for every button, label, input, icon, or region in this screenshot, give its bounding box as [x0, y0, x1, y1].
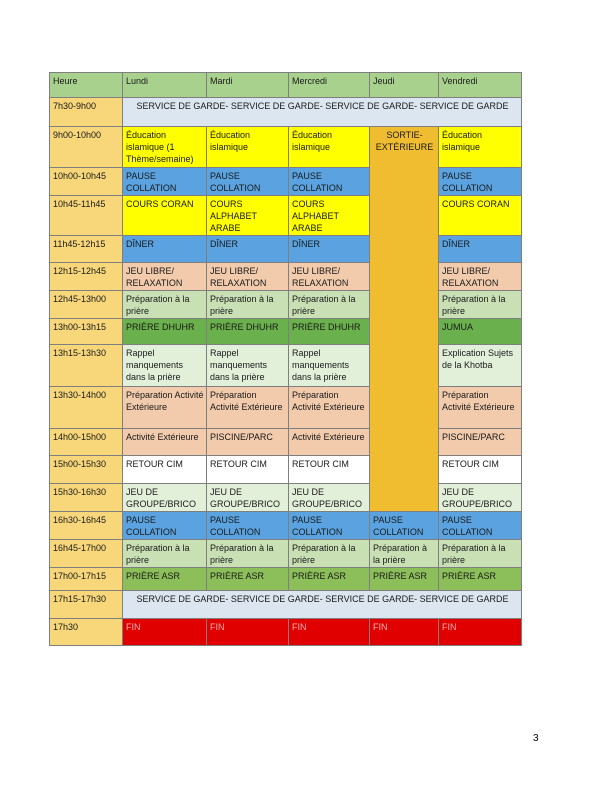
cell-mercredi: RETOUR CIM — [289, 456, 370, 484]
time-cell: 7h30-9h00 — [50, 98, 123, 127]
cell-mercredi: FIN — [289, 619, 370, 646]
cell-mercredi: Préparation Activité Extérieure — [289, 387, 370, 429]
table-row — [50, 591, 522, 619]
cell-lundi: Éducation islamique (1 Thème/semaine) — [123, 127, 207, 168]
table-row — [50, 540, 522, 568]
time-cell: 10h45-11h45 — [50, 196, 123, 236]
table-row — [50, 319, 522, 345]
table-row — [50, 168, 522, 196]
cell-lundi: PAUSE COLLATION — [123, 512, 207, 540]
cell-mardi: RETOUR CIM — [207, 456, 289, 484]
cell-mardi: Préparation Activité Extérieure — [207, 387, 289, 429]
cell-mercredi: PAUSE COLLATION — [289, 168, 370, 196]
table-row — [50, 263, 522, 291]
cell-mercredi: Préparation à la prière — [289, 291, 370, 319]
cell-vendredi: Préparation à la prière — [439, 540, 522, 568]
service-de-garde-cell: SERVICE DE GARDE- SERVICE DE GARDE- SERVICE DE GARDE- SERVICE DE GARDE — [123, 591, 522, 619]
cell-mardi: Préparation à la prière — [207, 540, 289, 568]
header-row — [50, 73, 522, 98]
cell-vendredi: RETOUR CIM — [439, 456, 522, 484]
cell-mardi: FIN — [207, 619, 289, 646]
cell-vendredi: PRIÈRE ASR — [439, 568, 522, 591]
cell-lundi: JEU DE GROUPE/BRICO — [123, 484, 207, 512]
table-row — [50, 429, 522, 456]
cell-mercredi: JEU LIBRE/ RELAXATION — [289, 263, 370, 291]
cell-mardi: PAUSE COLLATION — [207, 512, 289, 540]
cell-lundi: Préparation à la prière — [123, 540, 207, 568]
cell-mercredi: Préparation à la prière — [289, 540, 370, 568]
cell-jeudi: PAUSE COLLATION — [370, 512, 439, 540]
table-row — [50, 345, 522, 387]
table-row — [50, 512, 522, 540]
cell-vendredi: COURS CORAN — [439, 196, 522, 236]
cell-mercredi: PRIÈRE ASR — [289, 568, 370, 591]
cell-vendredi: JUMUA — [439, 319, 522, 345]
cell-vendredi: Préparation à la prière — [439, 291, 522, 319]
page-number: 3 — [533, 733, 539, 744]
cell-jeudi: PRIÈRE ASR — [370, 568, 439, 591]
cell-lundi: JEU LIBRE/ RELAXATION — [123, 263, 207, 291]
header-heure: Heure — [50, 73, 123, 98]
cell-lundi: COURS CORAN — [123, 196, 207, 236]
cell-mercredi: Éducation islamique — [289, 127, 370, 168]
time-cell: 13h30-14h00 — [50, 387, 123, 429]
header-jeudi: Jeudi — [370, 73, 439, 98]
header-mardi: Mardi — [207, 73, 289, 98]
table-row — [50, 291, 522, 319]
table-row — [50, 568, 522, 591]
table-row — [50, 484, 522, 512]
time-cell: 15h00-15h30 — [50, 456, 123, 484]
time-cell: 12h15-12h45 — [50, 263, 123, 291]
time-cell: 14h00-15h00 — [50, 429, 123, 456]
cell-vendredi: PAUSE COLLATION — [439, 512, 522, 540]
service-de-garde-cell: SERVICE DE GARDE- SERVICE DE GARDE- SERVICE DE GARDE- SERVICE DE GARDE — [123, 98, 522, 127]
cell-mercredi: JEU DE GROUPE/BRICO — [289, 484, 370, 512]
cell-mardi: Éducation islamique — [207, 127, 289, 168]
time-cell: 11h45-12h15 — [50, 236, 123, 263]
cell-vendredi: DÎNER — [439, 236, 522, 263]
cell-vendredi: PISCINE/PARC — [439, 429, 522, 456]
cell-mardi: DÎNER — [207, 236, 289, 263]
time-cell: 17h00-17h15 — [50, 568, 123, 591]
cell-lundi: FIN — [123, 619, 207, 646]
cell-vendredi: PAUSE COLLATION — [439, 168, 522, 196]
cell-mardi: Préparation à la prière — [207, 291, 289, 319]
cell-mardi: PAUSE COLLATION — [207, 168, 289, 196]
cell-mercredi: DÎNER — [289, 236, 370, 263]
cell-lundi: Préparation Activité Extérieure — [123, 387, 207, 429]
table-row — [50, 456, 522, 484]
cell-mercredi: Activité Extérieure — [289, 429, 370, 456]
time-cell: 17h15-17h30 — [50, 591, 123, 619]
table-row — [50, 127, 522, 168]
cell-vendredi: FIN — [439, 619, 522, 646]
cell-lundi: PRIÈRE DHUHR — [123, 319, 207, 345]
time-cell: 10h00-10h45 — [50, 168, 123, 196]
table-row — [50, 196, 522, 236]
cell-lundi: DÎNER — [123, 236, 207, 263]
cell-lundi: PRIÈRE ASR — [123, 568, 207, 591]
cell-mardi: PRIÈRE ASR — [207, 568, 289, 591]
cell-mercredi: PAUSE COLLATION — [289, 512, 370, 540]
time-cell: 16h45-17h00 — [50, 540, 123, 568]
cell-lundi: Activité Extérieure — [123, 429, 207, 456]
sortie-exterieure-cell: SORTIE-EXTÉRIEURE — [370, 127, 439, 512]
time-cell: 17h30 — [50, 619, 123, 646]
cell-mercredi: COURS ALPHABET ARABE — [289, 196, 370, 236]
cell-vendredi: Éducation islamique — [439, 127, 522, 168]
cell-lundi: PAUSE COLLATION — [123, 168, 207, 196]
header-lundi: Lundi — [123, 73, 207, 98]
cell-mardi: COURS ALPHABET ARABE — [207, 196, 289, 236]
cell-mercredi: PRIÈRE DHUHR — [289, 319, 370, 345]
time-cell: 9h00-10h00 — [50, 127, 123, 168]
time-cell: 13h15-13h30 — [50, 345, 123, 387]
cell-mardi: PISCINE/PARC — [207, 429, 289, 456]
cell-mardi: JEU LIBRE/ RELAXATION — [207, 263, 289, 291]
cell-mardi: PRIÈRE DHUHR — [207, 319, 289, 345]
cell-jeudi: FIN — [370, 619, 439, 646]
cell-lundi: Rappel manquements dans la prière — [123, 345, 207, 387]
cell-vendredi: JEU LIBRE/ RELAXATION — [439, 263, 522, 291]
cell-lundi: Préparation à la prière — [123, 291, 207, 319]
header-vendredi: Vendredi — [439, 73, 522, 98]
time-cell: 12h45-13h00 — [50, 291, 123, 319]
time-cell: 13h00-13h15 — [50, 319, 123, 345]
cell-vendredi: Préparation Activité Extérieure — [439, 387, 522, 429]
time-cell: 16h30-16h45 — [50, 512, 123, 540]
weekly-schedule-table — [49, 72, 522, 646]
cell-mercredi: Rappel manquements dans la prière — [289, 345, 370, 387]
cell-lundi: RETOUR CIM — [123, 456, 207, 484]
cell-mardi: Rappel manquements dans la prière — [207, 345, 289, 387]
cell-vendredi: JEU DE GROUPE/BRICO — [439, 484, 522, 512]
table-row — [50, 98, 522, 127]
cell-jeudi: Préparation à la prière — [370, 540, 439, 568]
header-mercredi: Mercredi — [289, 73, 370, 98]
table-row — [50, 387, 522, 429]
time-cell: 15h30-16h30 — [50, 484, 123, 512]
cell-vendredi: Explication Sujets de la Khotba — [439, 345, 522, 387]
cell-mardi: JEU DE GROUPE/BRICO — [207, 484, 289, 512]
table-row — [50, 619, 522, 646]
table-row — [50, 236, 522, 263]
